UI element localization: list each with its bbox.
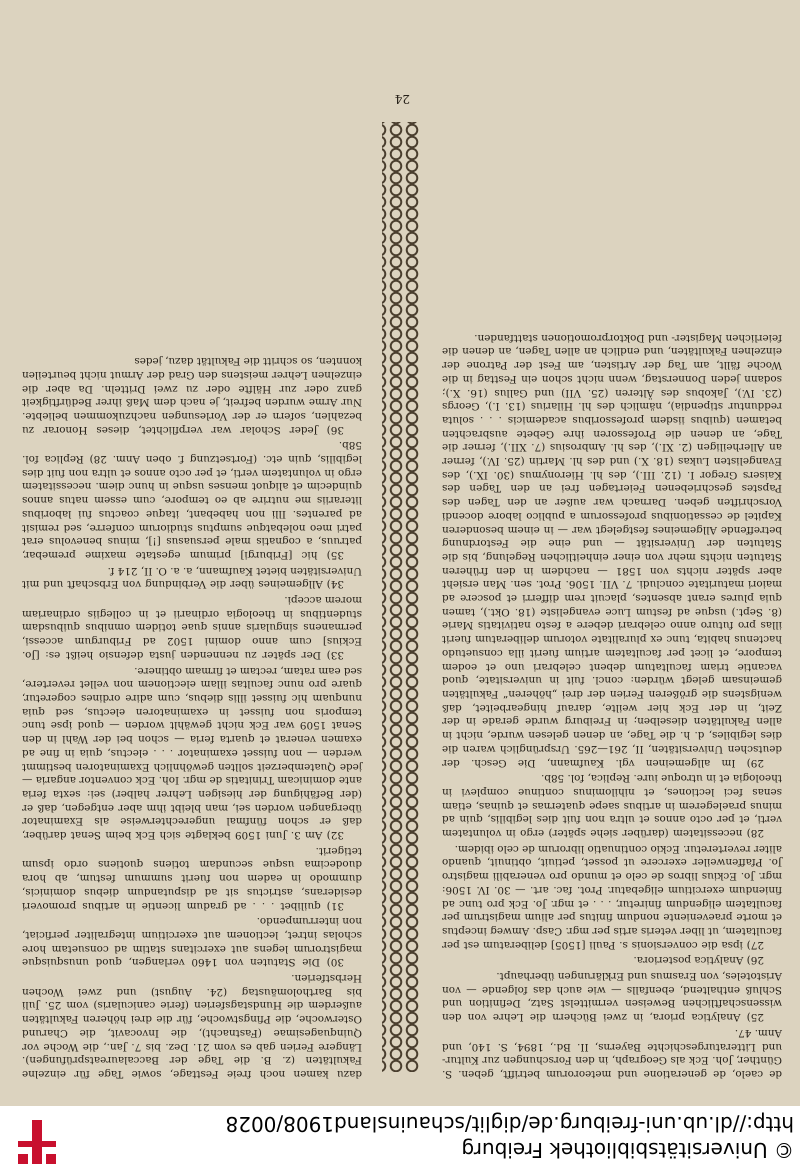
ornamental-border-icon: [382, 122, 420, 1072]
footnote-paragraph: de caelo, de generatione und meteororum betrifft, geben. S. Günther, Joh. Eck als Geograph, in den Forschungen zur Kultur- und Litteraturgeschichte Bayerns, II. Bd., 1894, S. 140, und Anm. 47.: [442, 1026, 782, 1080]
left-column: [442, 328, 782, 1080]
footnote-paragraph: 34) Allgemeines über die Verbindung von Erbschaft und mit Universitäten bietet Kaufmann, a. a. O. II, 214 f.: [22, 564, 362, 591]
footnote-paragraph: 36) Jeder Scholar war verpflichtet, dieses Honorar zu bezahlen, sofern er der Vorlesungen nachzukommen beliebte. Nur Arme wurden befreit, je nach dem Maß ihrer Bedürftigkeit ganz oder zur Hälfte oder zu zwei Dritteln. Da aber die einzelnen Lehrer meistens den Grad der Armut nicht beurteilen konnten, so schritt die Fakultät dazu, jedes: [22, 355, 362, 436]
right-column: [22, 351, 362, 1080]
footnote-paragraph: 30) Die Statuten von 1460 verlangen, quod unusquisque magistrorum legens aut exercitans statim ad consuetam hore scholas intret, lectionem aut exercitium integraliter perficiat, non interrumpendo.: [22, 915, 362, 969]
ub-freiburg-logo-icon: [18, 1120, 56, 1164]
footnote-paragraph: dazu kamen noch freie Festtage, sowie Tage für einzelne Fakultäten (z. B. die Tage der Baccalaureatsprüfungen). Längere Ferien gab es vom 21. Dez. bis 7. Jan., die Woche vor Quinquagesimae (Fastnacht), die Invocavit, die Charund Osterwoche, die Pfingstwoche, für die drei höheren Fakultäten außerdem die Hundstagsferien (ferie canicularis) vom 25. Juli bis Bartholomäustag (24. August) und zwei Wochen Herbstferien.: [22, 972, 362, 1080]
footnote-paragraph: 26) Analytica posteriora.: [633, 954, 764, 967]
footnote-paragraph: 25) Analytica priora, in zwei Büchern die Lehre von den wissenschaftlichen Beweisen vermittelst Satz, Definition und Schluß enthaltend, ebenfalls — wie auch das folgende — von Aristoteles, von Erasmus und Erklärungen überhaupt.: [442, 970, 782, 1024]
page-number: 24: [394, 92, 410, 106]
header-bar: [0, 1106, 800, 1168]
footnote-paragraph: 32) Am 3. Juni 1509 beklagte sich Eck beim Senat darüber, daß er schon fünfmal ungerechterweise als Examinator übergangen worden sei, man bleibt ihm aber entgegen, daß er (der Befähigung der hiesigen Lehrer halber) sei: sexta feria ante dominicam Trinitatis de mgr. Ioh. Eck conventor angaria — jede Quatemberzeit sollten gewöhnlich Examinatoren bestimmt werden — non fuisset examinator . . . electus, quia in fine ad examen venerat et quarta feria — schon bei der Wahl in den Senat 1509 war Eck nicht gewählt worden — quod ipse tunc temporis non fuisset in examinatoren electus, sed quia nunquam hic fuisset illis diebus, cum adire ordines cogeretur, quare pro nunc facultas illam electionem non vellet revertere, sed eam ratam, rectam et firmam obtinere.: [22, 664, 362, 842]
footnote-paragraph: 35) hic [Friburgi] primum egestate maxime premebar, patruus, a cognatis male persuasus [!], minus benevolus erat patri meo nolebatque sumptus studiorum conferre, sed remisit ad parentes. Illi non habebant, itaque coactus fui laboribus literariis me nutrire ab eo tempore, cum essem natus annos quindecim et aliquot menses usque in hunc diem. necessitatem ergo in voluntatem verti, et per octo annos et ultra non fuit dies legibilis, quin etc. (Fortsetzung f. oben Anm. 28) Replica fol. 58b.: [22, 439, 362, 561]
footnote-paragraph: 27) ipsa die conversionis s. Pauli [1505] deliberatum est per facultatem, ut liber veteris artis per mgr. Casp. Amweg inceptus et morte praeveniente nondum finitus per alium magistrum per facultatem eligendum finiretur, . . . et mgr. Jo. Eck pro tunc ad finiendum exercitium eligebatur. Prot. fac. art. — 30. IV. 1506: mgr. Jo. Eckius libros de celo et mundo pro venerabili magistro Jo. Pfaffenweiler exercere ut posset, petiuit, obtinuit, quando aliter reverteretur. Eckio continuatio librorum de celo ibidem.: [442, 842, 782, 951]
footnote-paragraph: 29) Im allgemeinen vgl. Kaufmann, Die Gesch. der deutschen Universitäten, II, 261—265. Ursprünglich waren die dies legibiles, d. h. die Tage, an denen gelesen wurde, nicht in allen Fakultäten dieselben; in Freiburg wurde gerade in der Zeit, in der Eck hier weilte, darauf hingearbeitet, daß wenigstens die größeren Ferien der drei „höheren“ Fakultäten gemeinsam gelegt würden: concl. fuit in universitate, quod vacantie triam facultatum debent celebrari uno et eodem tempore, et licet per facultatem artium fuerit illa consuetudo hactenus habita, tunc ex pluralitate votorum deliberatum fuerit illas pro futuro anno celebrari debere a festo nativitatis Marie (8. Sept.) usque ad festum Luce evangeliste (18. Okt.), tamen quia plures erant absentes, placuit rem differri et poscere ad maiori maturitate concludi. 7. VII. 1506. Prot. sen. Man ersieht aber später nichts von 1581 — nachdem in den früheren Statuten nichts mehr von einer einheitlichen Regelung, bis die Statuten der Universität — und eine die Festordnung betreffende Allgemeines festgelegt war — in einem besonderen Kapitel de cessationibus professorum a publico labore docendi Vorschriften geben. Darnach war außer an den Tagen des Papstes geschriebenen Feiertagen frei an den Tagen des Kaisers Gregor I. (12. III.), des hl. Hieronymus (30. IX.), des Evangelisten Lukas (18. X.) und des hl. Martin (25. IV.), ferner an Allerheiligen (2. XI.), des hl. Ambrosius (7. XII.), ferner die Tage, an denen die Professoren ihre Gebete ausbrachten betamen (quibus iisdem professoribus academicis . . . soluta redduntur stipendia), nämlich des hl. Hilarius (13. I.), Georgs (23. IV.), Jakobus des Älteren (25. VII) und Gallus (16. X.); sodann jeden Donnerstag, wenn nicht schon ein Festtag in die Woche fällt, am Tag der Artisten, am Fest der Patrone der einzelnen Fakultäten, und endlich an allen Tagen, an denen die feierlichen Magister- und Doktorpromotionen stattfanden.: [442, 331, 782, 769]
footnote-paragraph: 31) quilibet . . . ad gradum licentie in artibus promoveri desiderans, astrictus sit ad disputandum diebus dominicis, dummodo in eadem non fuerit summum festum, ab hora duodecima usque secundam totiens quotiens ordo ipsum tetigerit.: [22, 844, 362, 912]
copyright-text: © Universitätsbibliothek Freiburg: [461, 1138, 794, 1162]
footnote-paragraph: 28) necessitatem (darüber siehe später) ergo in voluntatem verti, et per octo annos et ultra non fuit dies legibilis, quin ad minus praelegerem in artibus saepe quaternas et quinas, etiam senas feci lectiones, et nihilominus continue complevi in theologia et in utroque iure. Replica, fol. 58b.: [442, 772, 782, 840]
footnote-paragraph: 33) Der später zu nennenden justa defensio heißt es: [Jo. Eckius] cum anno domini 1502 ad Friburgum accessi, permanens singularis annis quae totidem omnibus quibusdam studentibus in theologia ordinarii et in collegiis ordinariam morem accepi.: [22, 594, 362, 661]
source-url[interactable]: http://dl.ub.uni-freiburg.de/diglit/schauinsland1908/0028: [225, 1112, 794, 1136]
